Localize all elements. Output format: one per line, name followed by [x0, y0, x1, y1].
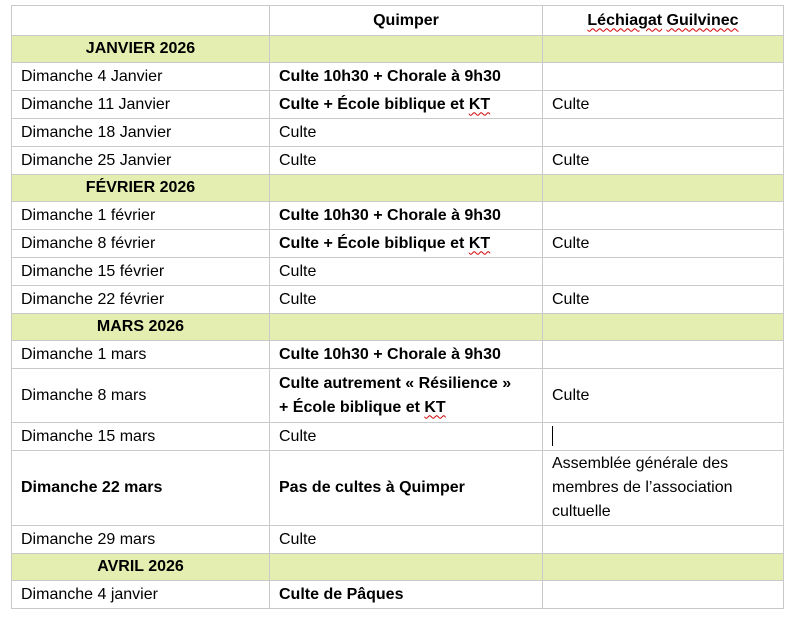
month-cell-empty[interactable] — [543, 554, 784, 581]
text-cursor — [552, 426, 553, 446]
table-row — [12, 202, 784, 230]
quimper-cell[interactable] — [270, 230, 543, 258]
table-row — [12, 91, 784, 119]
location-label: Guilvinec — [666, 11, 739, 29]
quimper-text: + École biblique et — [279, 398, 425, 416]
table-row — [12, 147, 784, 175]
quimper-cell[interactable]: Culte — [270, 258, 543, 286]
quimper-cell[interactable] — [270, 91, 543, 119]
date-cell[interactable]: Dimanche 11 Janvier — [12, 91, 270, 119]
spellcheck-word: KT — [468, 234, 491, 252]
guilvinec-cell[interactable] — [543, 423, 784, 451]
quimper-cell[interactable]: Culte de Pâques — [270, 581, 543, 609]
quimper-text: Culte + École biblique et — [279, 95, 469, 113]
quimper-cell[interactable]: Pas de cultes à Quimper — [270, 451, 543, 526]
guilvinec-cell[interactable] — [543, 202, 784, 230]
month-cell-empty[interactable] — [270, 175, 543, 202]
month-cell-empty[interactable] — [270, 554, 543, 581]
month-row — [12, 175, 784, 202]
guilvinec-cell[interactable]: Culte — [543, 230, 784, 258]
date-cell[interactable]: Dimanche 8 mars — [12, 369, 270, 423]
guilvinec-cell[interactable] — [543, 341, 784, 369]
guilvinec-cell[interactable] — [543, 258, 784, 286]
table-row — [12, 526, 784, 554]
header-cell-guilvinec[interactable] — [543, 6, 784, 36]
quimper-cell[interactable]: Culte — [270, 526, 543, 554]
month-label[interactable]: JANVIER 2026 — [12, 36, 270, 63]
header-row — [12, 6, 784, 36]
date-cell[interactable]: Dimanche 18 Janvier — [12, 119, 270, 147]
quimper-cell[interactable]: Culte 10h30 + Chorale à 9h30 — [270, 202, 543, 230]
table-row — [12, 369, 784, 423]
table-row — [12, 286, 784, 314]
quimper-line — [279, 396, 533, 420]
table-row — [12, 119, 784, 147]
quimper-line: Culte autrement « Résilience » — [279, 374, 512, 392]
guilvinec-cell[interactable]: Culte — [543, 286, 784, 314]
guilvinec-cell[interactable]: Culte — [543, 369, 784, 423]
table-row — [12, 63, 784, 91]
date-cell[interactable]: Dimanche 15 mars — [12, 423, 270, 451]
spellcheck-word: KT — [424, 398, 446, 416]
header-cell-date[interactable] — [12, 6, 270, 36]
table-row — [12, 423, 784, 451]
month-cell-empty[interactable] — [543, 175, 784, 202]
month-cell-empty[interactable] — [270, 314, 543, 341]
quimper-cell[interactable]: Culte — [270, 147, 543, 175]
schedule-table — [11, 5, 784, 609]
month-row — [12, 314, 784, 341]
month-cell-empty[interactable] — [543, 36, 784, 63]
table-row — [12, 451, 784, 526]
quimper-cell[interactable]: Culte 10h30 + Chorale à 9h30 — [270, 63, 543, 91]
date-cell[interactable]: Dimanche 1 février — [12, 202, 270, 230]
month-row — [12, 36, 784, 63]
date-cell[interactable]: Dimanche 4 janvier — [12, 581, 270, 609]
guilvinec-cell[interactable] — [543, 581, 784, 609]
date-cell[interactable]: Dimanche 22 mars — [12, 451, 270, 526]
date-cell[interactable]: Dimanche 22 février — [12, 286, 270, 314]
quimper-cell[interactable]: Culte — [270, 423, 543, 451]
month-row — [12, 554, 784, 581]
guilvinec-cell[interactable] — [543, 119, 784, 147]
date-cell[interactable]: Dimanche 1 mars — [12, 341, 270, 369]
table-row — [12, 258, 784, 286]
table-row — [12, 341, 784, 369]
date-cell[interactable]: Dimanche 25 Janvier — [12, 147, 270, 175]
quimper-text: Culte + École biblique et — [279, 234, 469, 252]
guilvinec-cell[interactable]: Culte — [543, 147, 784, 175]
date-cell[interactable]: Dimanche 8 février — [12, 230, 270, 258]
date-cell[interactable]: Dimanche 29 mars — [12, 526, 270, 554]
date-cell[interactable]: Dimanche 15 février — [12, 258, 270, 286]
guilvinec-cell[interactable] — [543, 526, 784, 554]
quimper-cell[interactable]: Culte — [270, 119, 543, 147]
quimper-cell[interactable]: Culte — [270, 286, 543, 314]
quimper-cell[interactable]: Culte 10h30 + Chorale à 9h30 — [270, 341, 543, 369]
struck-location-label: Léchiagat — [587, 11, 663, 29]
guilvinec-cell[interactable]: Assemblée générale des membres de l’association cultuelle — [543, 451, 784, 526]
header-cell-quimper[interactable]: Quimper — [270, 6, 543, 36]
month-cell-empty[interactable] — [270, 36, 543, 63]
guilvinec-cell[interactable] — [543, 63, 784, 91]
spellcheck-word: KT — [468, 95, 491, 113]
month-label[interactable]: MARS 2026 — [12, 314, 270, 341]
month-label[interactable]: AVRIL 2026 — [12, 554, 270, 581]
month-label[interactable]: FÉVRIER 2026 — [12, 175, 270, 202]
guilvinec-cell[interactable]: Culte — [543, 91, 784, 119]
month-cell-empty[interactable] — [543, 314, 784, 341]
quimper-cell[interactable] — [270, 369, 543, 423]
table-row — [12, 581, 784, 609]
date-cell[interactable]: Dimanche 4 Janvier — [12, 63, 270, 91]
table-row — [12, 230, 784, 258]
